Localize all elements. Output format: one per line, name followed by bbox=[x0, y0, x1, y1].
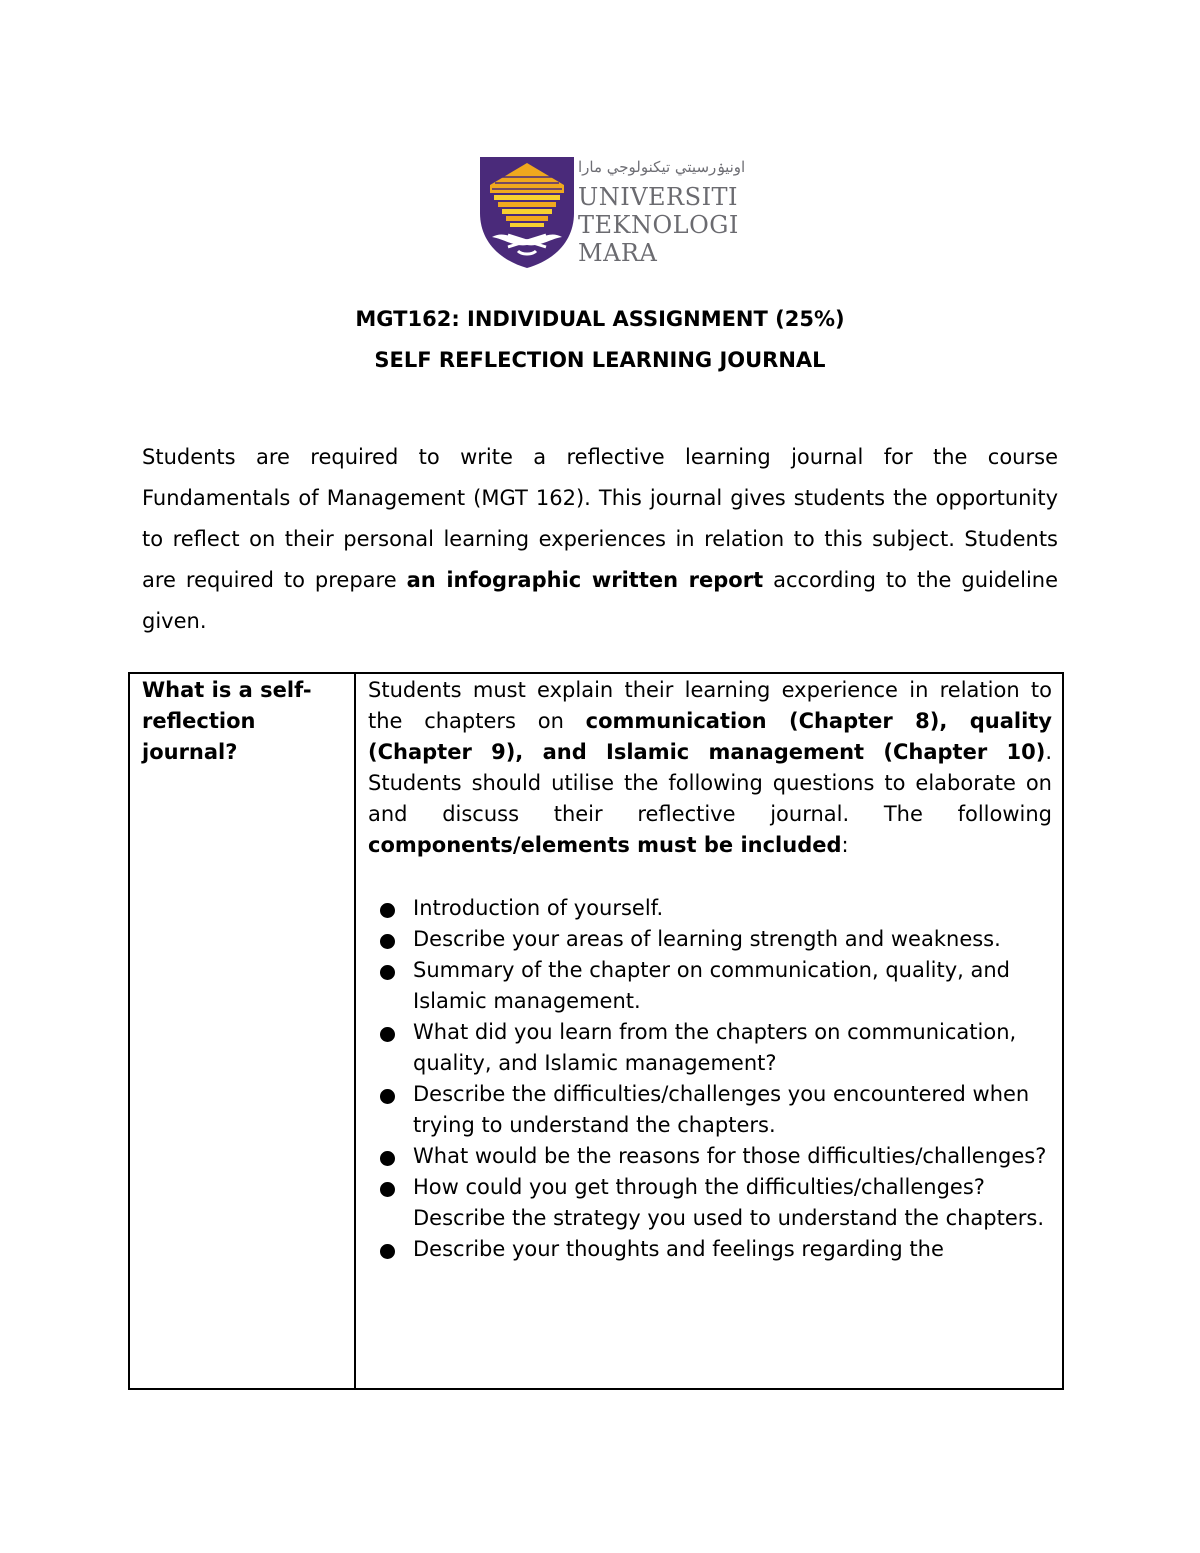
list-item-text: How could you get through the difficulties/challenges? Describe the strategy you used to understand the chapters. bbox=[413, 1175, 1045, 1230]
list-item-text: What would be the reasons for those difficulties/challenges? bbox=[413, 1144, 1047, 1168]
logo-line-teknologi: TEKNOLOGI bbox=[578, 211, 739, 239]
guideline-table bbox=[128, 672, 1064, 1390]
list-item bbox=[368, 924, 1052, 955]
bullet-icon bbox=[380, 1151, 395, 1166]
logo-line-universiti: UNIVERSITI bbox=[578, 183, 739, 211]
uitm-crest-icon bbox=[478, 155, 576, 270]
desc-part-1: Students must explain their learning experience in relation to the chapters on bbox=[368, 678, 1052, 733]
table-right-cell bbox=[356, 674, 1062, 1388]
list-item bbox=[368, 955, 1052, 1017]
list-item bbox=[368, 1017, 1052, 1079]
list-item-text: Describe your thoughts and feelings regarding the bbox=[413, 1237, 944, 1261]
table-left-cell bbox=[130, 674, 356, 1388]
desc-bold-2: components/elements must be included bbox=[368, 833, 842, 857]
list-item bbox=[368, 1234, 1052, 1265]
assignment-title: MGT162: INDIVIDUAL ASSIGNMENT (25%) bbox=[355, 307, 845, 331]
uitm-wordmark bbox=[578, 155, 746, 267]
bullet-icon bbox=[380, 1182, 395, 1197]
component-list bbox=[368, 893, 1052, 1265]
table-question: What is a self-reflection journal? bbox=[142, 678, 312, 764]
bullet-icon bbox=[380, 1027, 395, 1042]
uitm-logo bbox=[478, 155, 746, 270]
desc-part-3: : bbox=[841, 833, 849, 857]
bullet-icon bbox=[380, 1244, 395, 1259]
list-item bbox=[368, 893, 1052, 924]
list-item bbox=[368, 1079, 1052, 1141]
intro-tail-text: according to the guideline given. bbox=[142, 568, 1059, 633]
intro-bold-text: an infographic written report bbox=[406, 568, 764, 592]
intro-paragraph bbox=[142, 437, 1058, 642]
logo-line-mara: MARA bbox=[578, 239, 658, 267]
list-item bbox=[368, 1172, 1052, 1234]
list-item-text: Introduction of yourself. bbox=[413, 896, 664, 920]
bullet-icon bbox=[380, 965, 395, 980]
list-item bbox=[368, 1141, 1052, 1172]
journal-title: SELF REFLECTION LEARNING JOURNAL bbox=[374, 348, 826, 372]
list-item-text: Summary of the chapter on communication, quality, and Islamic management. bbox=[413, 958, 1011, 1013]
list-item-text: What did you learn from the chapters on communication, quality, and Islamic management? bbox=[413, 1020, 1017, 1075]
bullet-icon bbox=[380, 1089, 395, 1104]
desc-bold-1: communication (Chapter 8), quality (Chapter 9), and Islamic management (Chapter 10) bbox=[368, 709, 1052, 764]
desc-part-2: . Students should utilise the following questions to elaborate on and discuss their reflective journal. The following bbox=[368, 740, 1052, 826]
bullet-icon bbox=[380, 903, 395, 918]
bullet-icon bbox=[380, 934, 395, 949]
intro-text: Students are required to write a reflective learning journal for the course Fundamentals of Management (MGT 162). This journal gives students the opportunity to reflect on their personal learning experiences in relation to this subject. Students are required to prepare bbox=[142, 445, 1058, 592]
list-item-text: Describe your areas of learning strength and weakness. bbox=[413, 927, 1001, 951]
logo-jawi-text: اونيۏرسيتي تيكنولوجي مارا bbox=[578, 158, 746, 176]
list-item-text: Describe the difficulties/challenges you encountered when trying to understand the chapters. bbox=[413, 1082, 1030, 1137]
table-description bbox=[368, 675, 1052, 861]
